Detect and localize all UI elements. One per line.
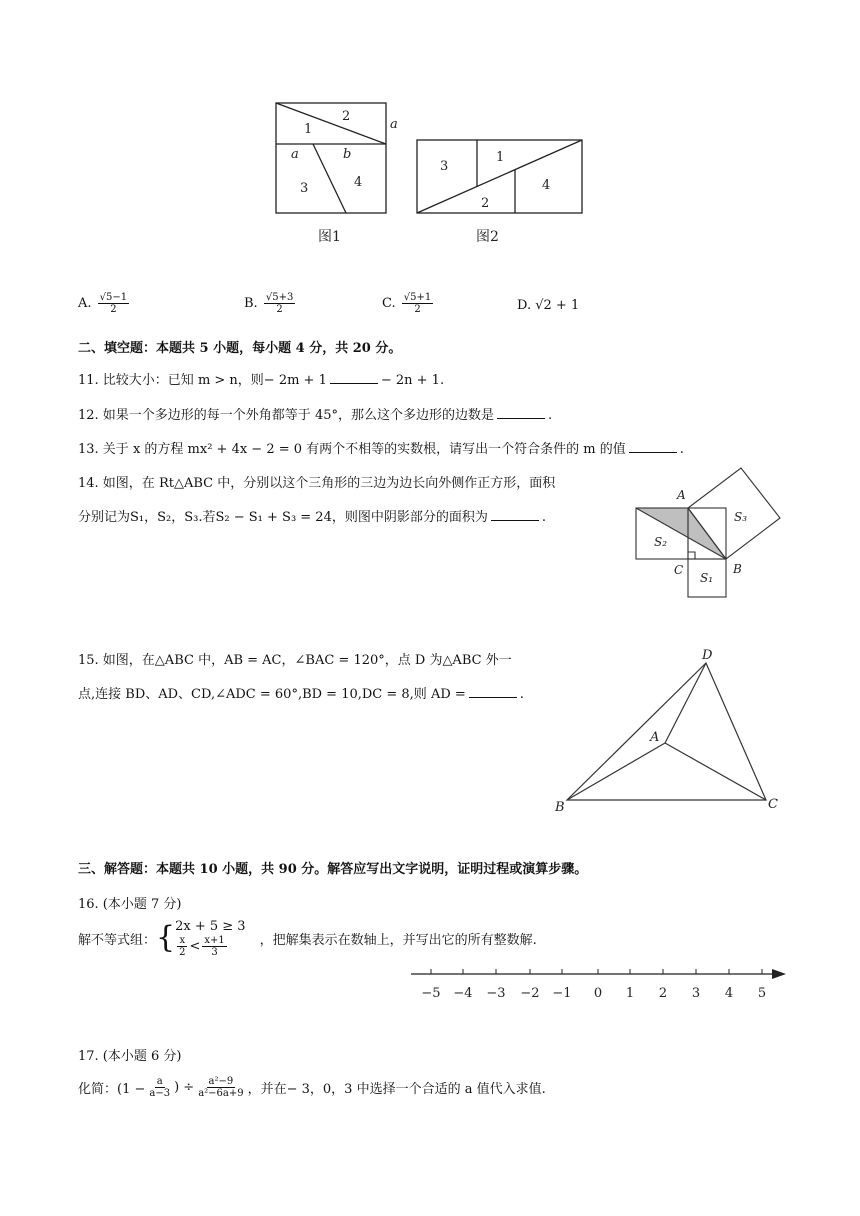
- number-line-tick-label: 1: [625, 986, 635, 1001]
- q17-lead: 化简：(1 −: [78, 1082, 146, 1097]
- q15-text: 点,连接 BD、AD、CD,∠ADC = 60°,BD = 10,DC = 8,则 AD =: [78, 687, 466, 702]
- q17-mid: ) ÷: [174, 1080, 195, 1095]
- section3-heading: 三、解答题：本题共 10 小题，共 90 分。解答应写出文字说明，证明过程或演算步骤。: [78, 862, 588, 877]
- fig2-label-2: 2: [481, 196, 490, 211]
- q16-frac-right-num: x+1: [204, 935, 225, 946]
- q13-end: .: [679, 442, 684, 457]
- fig1-label-4: 4: [354, 175, 363, 190]
- option-d-letter: D.: [517, 298, 532, 313]
- q12-end: .: [547, 408, 553, 423]
- q15-label-A: A: [650, 730, 660, 745]
- option-a-letter: A.: [78, 296, 92, 311]
- q17-frac2-num: a²−9: [208, 1076, 234, 1087]
- option-c-letter: C.: [382, 296, 396, 311]
- option-b-num: √5+3: [265, 292, 294, 303]
- q16-tail: ，把解集表示在数轴上，并写出它的所有整数解.: [259, 932, 537, 948]
- q17-frac1: [147, 1076, 172, 1099]
- q15-label-C: C: [768, 797, 778, 812]
- number-line-tick-label: −3: [486, 986, 506, 1001]
- q16-lead: 解不等式组：: [78, 932, 157, 948]
- fig1-label-a: a: [291, 147, 299, 162]
- fig2-label-4: 4: [542, 178, 551, 193]
- number-line-tick-label: −1: [552, 986, 572, 1001]
- q17-frac2: [196, 1076, 245, 1099]
- q17-tail: ，并在− 3，0，3 中选择一个合适的 a 值代入求值.: [247, 1082, 546, 1097]
- q17-frac1-den: a−3: [149, 1088, 171, 1099]
- q14-end: .: [541, 510, 546, 525]
- q17-title: 17. (本小题 6 分): [78, 1049, 182, 1064]
- q13-text: 13. 关于 x 的方程 mx² + 4x − 2 = 0 有两个不相等的实数根，请写出一个符合条件的 m 的值: [78, 442, 626, 457]
- q14-text: 分别记为S₁，S₂，S₃.若S₂ − S₁ + S₃ = 24，则图中阴影部分的面积为: [78, 510, 488, 525]
- fig1-label-3: 3: [300, 181, 309, 196]
- q16-brace: {: [156, 920, 176, 955]
- q15-end: .: [519, 687, 524, 702]
- option-b-letter: B.: [244, 296, 258, 311]
- fig1-caption: 图1: [318, 229, 341, 245]
- q16-frac-right-den: 3: [211, 947, 218, 958]
- number-line-tick-label: −5: [421, 986, 441, 1001]
- q16-title: 16. (本小题 7 分): [78, 897, 182, 912]
- number-line-tick-label: 2: [658, 986, 668, 1001]
- fig1-label-b: b: [343, 147, 352, 162]
- q11-tail: − 2n + 1.: [380, 373, 445, 388]
- q14-label-S3: S₃: [734, 510, 748, 524]
- option-a-den: 2: [110, 304, 117, 315]
- q16-ineq1: 2x + 5 ≥ 3: [175, 919, 246, 934]
- number-line-tick-label: −4: [453, 986, 473, 1001]
- q14-line1: 14. 如图，在 Rt△ABC 中，分别以这个三角形的三边为边长向外侧作正方形，面积: [78, 476, 556, 491]
- number-line-tick-label: 3: [691, 986, 701, 1001]
- q14-label-C: C: [674, 563, 684, 577]
- q14-label-B: B: [733, 562, 742, 576]
- number-line-tick-label: 4: [724, 986, 734, 1001]
- q17-body: [78, 1076, 546, 1099]
- fig2-caption: 图2: [476, 229, 499, 245]
- fig1-label-a-side: a: [390, 117, 398, 132]
- q14-label-S2: S₂: [654, 535, 668, 549]
- q16-op: <: [189, 939, 201, 954]
- q15-label-B: B: [555, 800, 565, 815]
- fig2-label-1: 1: [496, 150, 505, 165]
- q11-text: 11. 比较大小：已知 m > n，则− 2m + 1: [78, 373, 327, 388]
- q15-label-D: D: [702, 648, 713, 663]
- fig1-label-1: 1: [304, 122, 313, 137]
- number-line-arrow: [772, 969, 786, 979]
- q12-text: 12. 如果一个多边形的每一个外角都等于 45°，那么这个多边形的边数是: [78, 408, 494, 423]
- option-b-den: 2: [276, 304, 283, 315]
- number-line-tick-label: −2: [520, 986, 540, 1001]
- q15-line1: 15. 如图，在△ABC 中，AB = AC，∠BAC = 120°，点 D 为△ABC 外一: [78, 653, 512, 668]
- q17-frac1-num: a: [156, 1076, 163, 1087]
- number-line-tick-label: 5: [757, 986, 767, 1001]
- fig2-label-3: 3: [440, 159, 449, 174]
- number-line-tick-label: 0: [593, 986, 603, 1001]
- option-d-expr: √2 + 1: [535, 298, 580, 313]
- fig1-label-2: 2: [342, 109, 351, 124]
- q16-frac-left-num: x: [179, 935, 186, 946]
- option-a-num: √5−1: [99, 292, 128, 303]
- q16-frac-left-den: 2: [179, 947, 186, 958]
- q14-label-A: A: [677, 488, 686, 502]
- option-c-num: √5+1: [403, 292, 432, 303]
- q14-label-S1: S₁: [700, 571, 714, 585]
- q17-frac2-den: a²−6a+9: [198, 1088, 244, 1099]
- section2-heading: 二、填空题：本题共 5 小题，每小题 4 分，共 20 分。: [78, 341, 402, 356]
- option-c-den: 2: [414, 304, 421, 315]
